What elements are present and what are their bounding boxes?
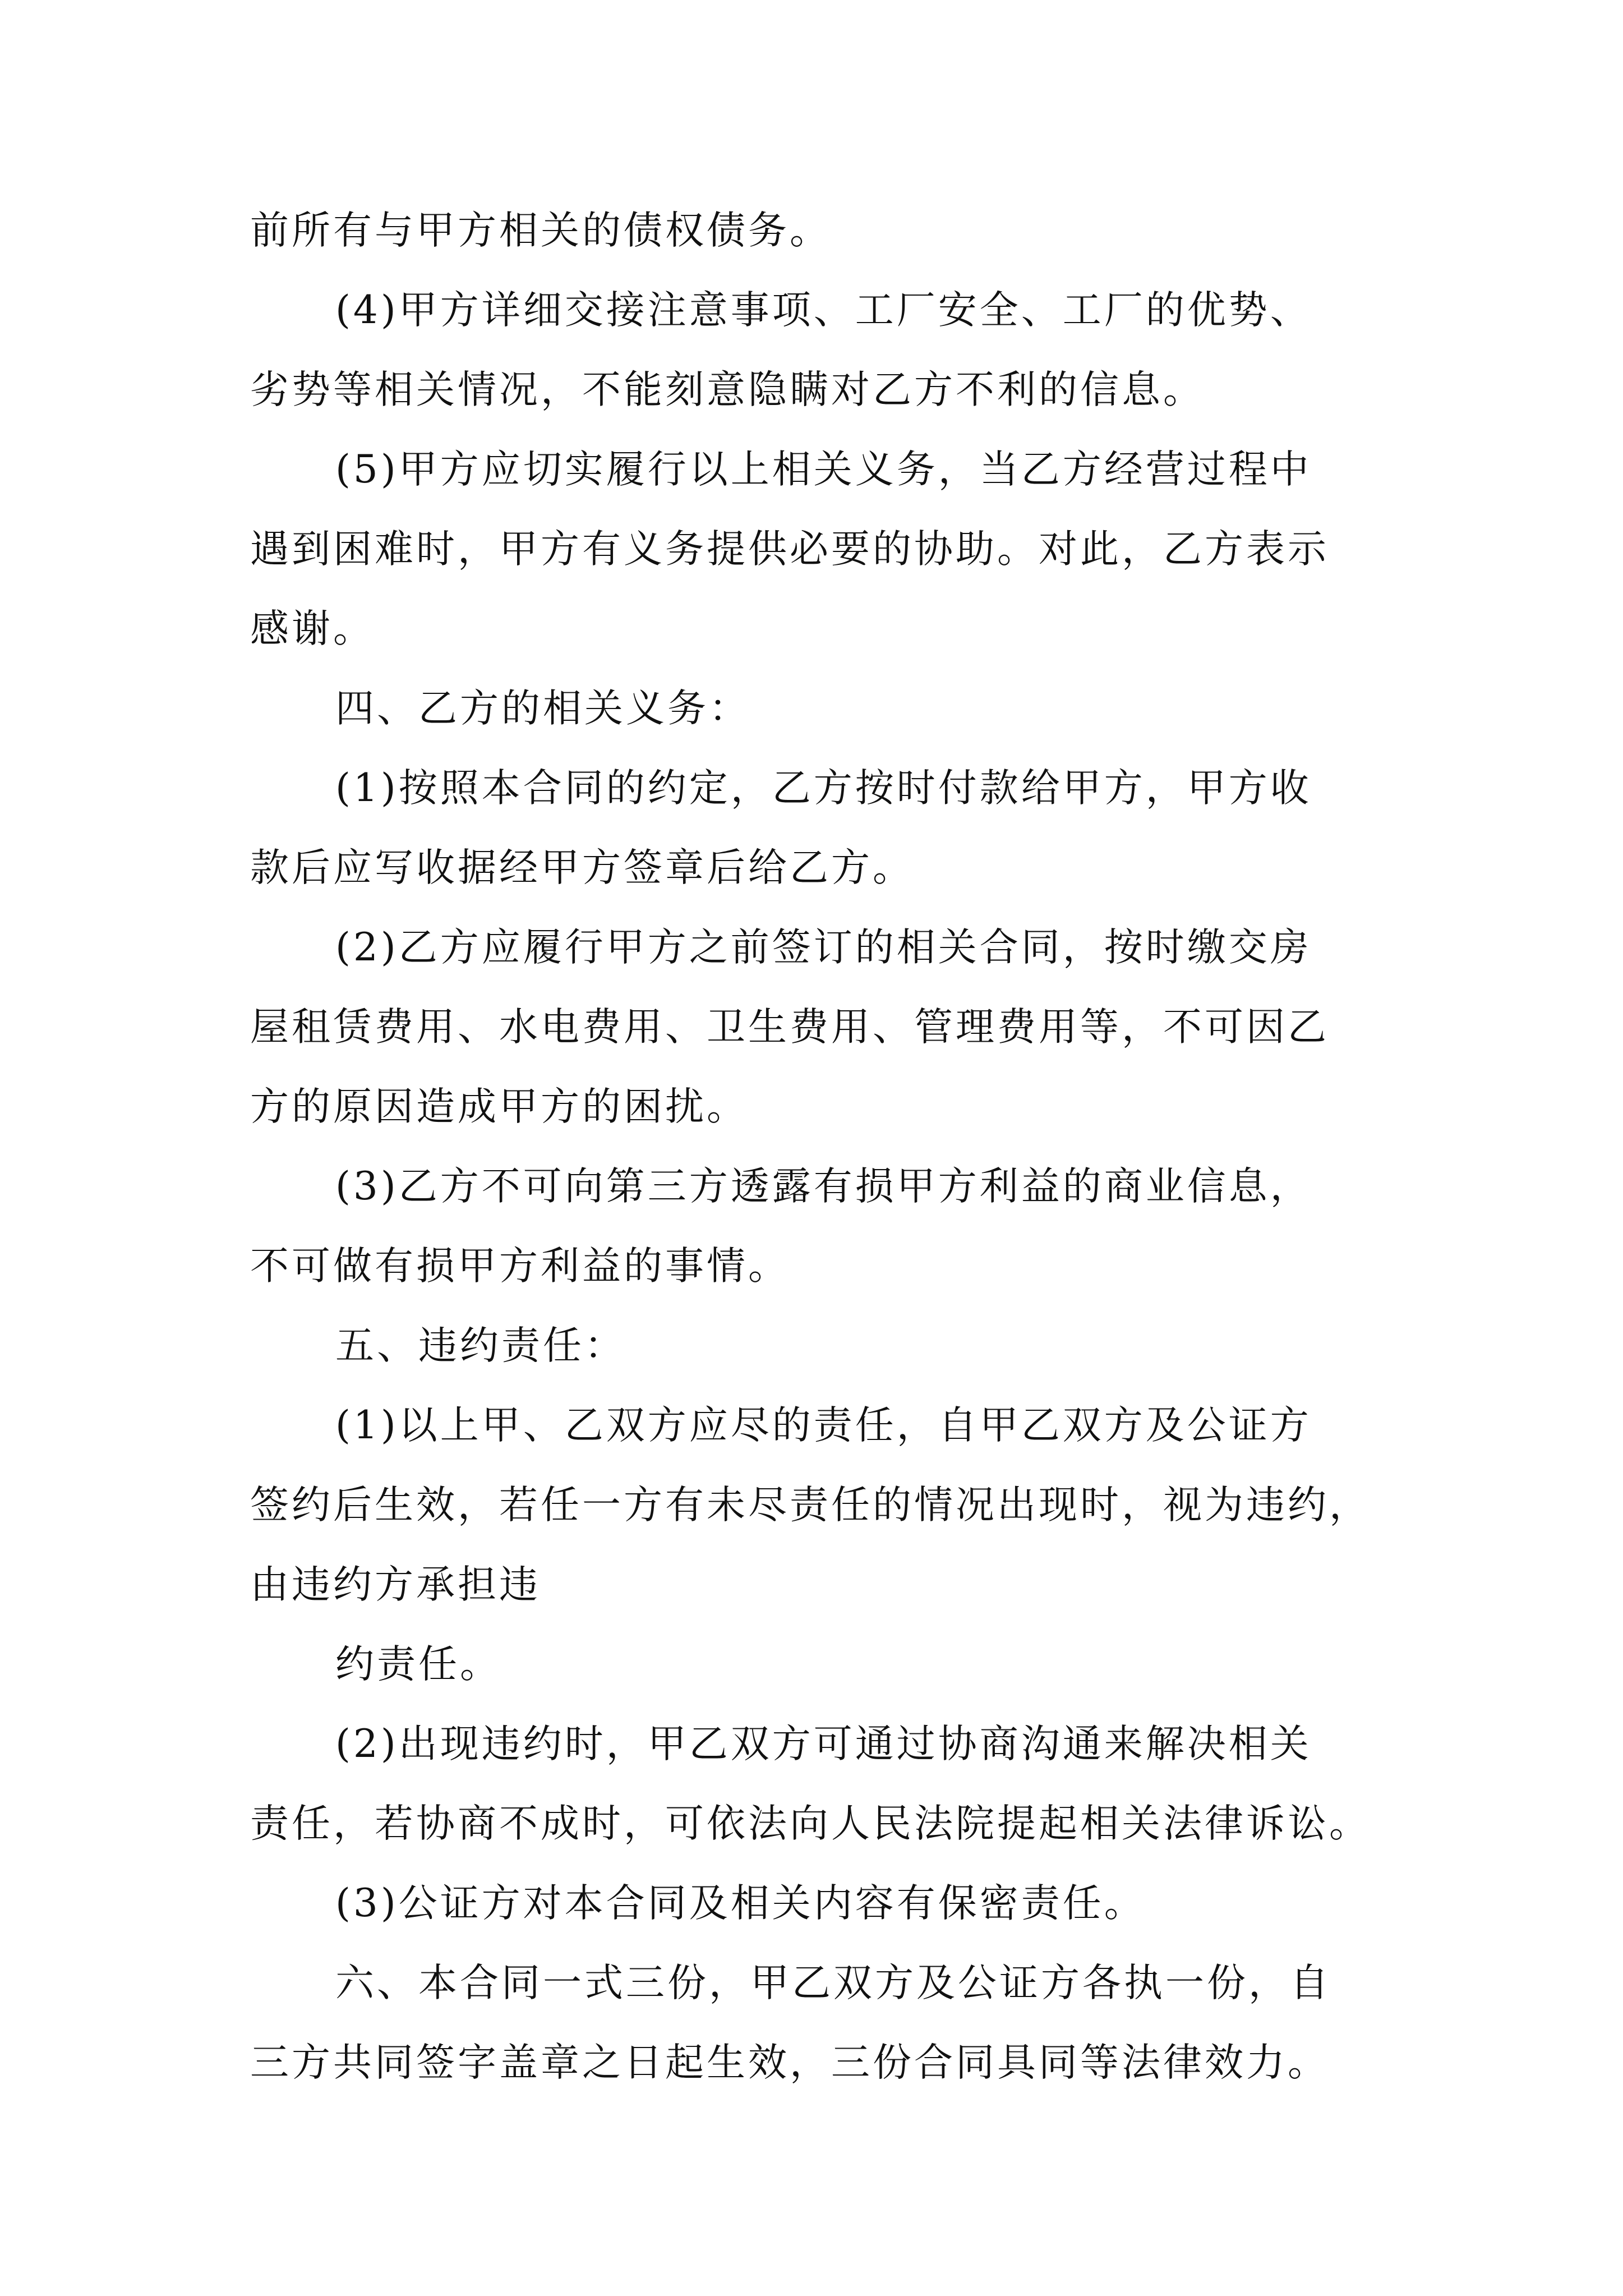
text-line: 责任，若协商不成时，可依法向人民法院提起相关法律诉讼。 bbox=[250, 1801, 1371, 1846]
text-line: 不可做有损甲方利益的事情。 bbox=[250, 1244, 790, 1289]
section-heading: 四、乙方的相关义务： bbox=[335, 686, 750, 731]
text-line: (1)按照本合同的约定，乙方按时付款给甲方，甲方收 bbox=[335, 766, 1312, 811]
text-line: 方的原因造成甲方的困扰。 bbox=[250, 1084, 748, 1129]
text-line: 感谢。 bbox=[250, 606, 375, 651]
section-heading: 五、违约责任： bbox=[335, 1323, 626, 1368]
text-line: 款后应写收据经甲方签章后给乙方。 bbox=[250, 845, 914, 890]
contract-text bbox=[250, 191, 1400, 2102]
text-line: (2)出现违约时，甲乙双方可通过协商沟通来解决相关 bbox=[335, 1722, 1312, 1766]
text-line: (3)乙方不可向第三方透露有损甲方利益的商业信息， bbox=[335, 1164, 1312, 1209]
text-line: (3)公证方对本合同及相关内容有保密责任。 bbox=[335, 1881, 1146, 1926]
text-line: 前所有与甲方相关的债权债务。 bbox=[250, 208, 831, 253]
text-line: 遇到困难时，甲方有义务提供必要的协助。对此，乙方表示 bbox=[250, 527, 1329, 572]
text-line: 签约后生效，若任一方有未尽责任的情况出现时，视为违约， bbox=[250, 1483, 1371, 1527]
text-line: (1)以上甲、乙双方应尽的责任，自甲乙双方及公证方 bbox=[335, 1403, 1312, 1448]
text-line: 劣势等相关情况，不能刻意隐瞒对乙方不利的信息。 bbox=[250, 367, 1205, 412]
text-line: (5)甲方应切实履行以上相关义务，当乙方经营过程中 bbox=[335, 447, 1312, 492]
text-line: 由违约方承担违 bbox=[250, 1562, 541, 1607]
text-line: (4)甲方详细交接注意事项、工厂安全、工厂的优势、 bbox=[335, 288, 1312, 333]
text-line: 约责任。 bbox=[335, 1642, 501, 1687]
text-line: (2)乙方应履行甲方之前签订的相关合同，按时缴交房 bbox=[335, 925, 1312, 970]
section-heading: 六、本合同一式三份，甲乙双方及公证方各执一份，自 bbox=[335, 1961, 1331, 2005]
text-line: 屋租赁费用、水电费用、卫生费用、管理费用等，不可因乙 bbox=[250, 1005, 1329, 1050]
text-line: 三方共同签字盖章之日起生效，三份合同具同等法律效力。 bbox=[250, 2040, 1329, 2085]
